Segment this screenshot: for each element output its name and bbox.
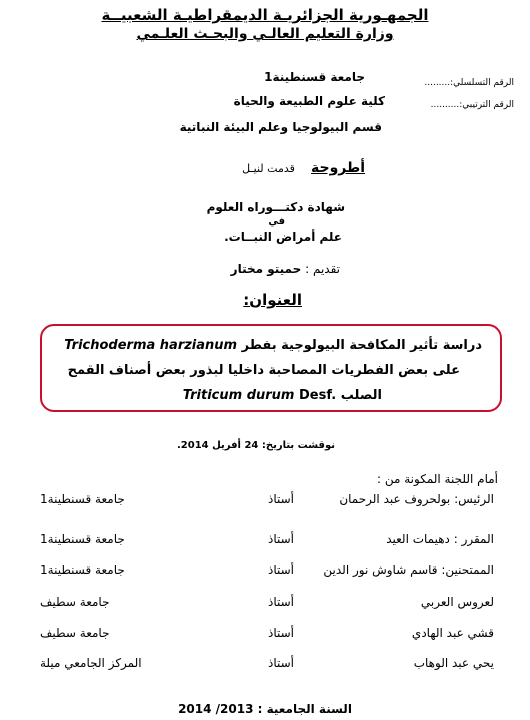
committee-member: الرئيس: بولحروف عبد الرحمان [339, 492, 494, 506]
thesis-line [242, 160, 365, 176]
order-number-field: الرقم الترتيبي:.......... [430, 100, 514, 110]
defense-date: نوقشت بتاريخ: 24 أفريل 2014. [176, 440, 335, 451]
title-species-name: Trichoderma harzianum [64, 338, 238, 353]
committee-row [0, 532, 530, 552]
committee-institution: جامعة قسنطينة1 [40, 532, 125, 546]
title-wheat-name [183, 388, 337, 403]
committee-institution: جامعة قسنطينة1 [40, 492, 125, 506]
committee-row [0, 563, 530, 583]
title-wheat-author: Desf. [299, 388, 337, 403]
thesis-type: أطروحة [311, 160, 365, 176]
committee-row [0, 595, 530, 615]
presenter-label: تقديم : [305, 262, 340, 276]
title-wheat-species: Triticum durum [182, 388, 295, 403]
committee-row [0, 656, 530, 676]
title-box [40, 324, 502, 412]
presenter-line [231, 262, 340, 276]
committee-rank: أستاذ [267, 492, 294, 506]
title-label: العنوان: [243, 291, 302, 309]
committee-member: لعروس العربي [420, 595, 494, 609]
presenter-name: حميتو مختار [230, 262, 302, 276]
serial-number-field: الرقم التسلسلي:......... [424, 78, 514, 88]
title-line-3 [183, 388, 382, 403]
faculty-name: كلية علوم الطبيعة والحياة [233, 94, 385, 108]
title-line-2: على بعض الفطريات المصاحبة داخليا لبذور بعض أصناف القمح [67, 363, 460, 378]
in-word: في [268, 216, 285, 227]
republic-heading: الجمهـورية الجزائريـة الديمقراطيـة الشعبيــة [101, 6, 429, 24]
committee-intro: أمام اللجنة المكونة من : [376, 472, 498, 486]
title-line-1-arabic: دراسة تأثير المكافحة البيولوجية بفطر [241, 338, 482, 353]
committee-member: المقرر : دهيمات العيد [386, 532, 494, 546]
presented-for: قدمت لنيـل [242, 162, 295, 175]
title-line-1 [64, 338, 482, 353]
committee-institution: المركز الجامعي ميلة [40, 656, 142, 670]
degree-name: شهادة دكتـــوراه العلوم [206, 200, 345, 214]
committee-member: الممتحنين: قاسم شاوش نور الدين [323, 563, 494, 577]
committee-rank: أستاذ [267, 656, 294, 670]
department-name: قسم البيولوجيا وعلم البيئة النباتية [179, 120, 382, 134]
ministry-heading: وزارة التعليم العالـي والبحـث العلـمي [136, 26, 394, 42]
committee-institution: جامعة قسنطينة1 [40, 563, 125, 577]
committee-member: يحي عبد الوهاب [413, 656, 494, 670]
committee-member: قشي عبد الهادي [411, 626, 494, 640]
committee-rank: أستاذ [267, 532, 294, 546]
committee-rank: أستاذ [267, 595, 294, 609]
academic-year: السنة الجامعية : 2013/ 2014 [178, 702, 352, 716]
committee-institution: جامعة سطيف [40, 626, 110, 640]
university-name: جامعة قسنطينة1 [264, 70, 365, 84]
title-line-3-arabic: الصلب [340, 388, 382, 403]
committee-rank: أستاذ [267, 563, 294, 577]
committee-rank: أستاذ [267, 626, 294, 640]
committee-row [0, 492, 530, 512]
committee-institution: جامعة سطيف [40, 595, 110, 609]
field-name: علم أمراض النبــات. [224, 230, 342, 244]
committee-row [0, 626, 530, 646]
